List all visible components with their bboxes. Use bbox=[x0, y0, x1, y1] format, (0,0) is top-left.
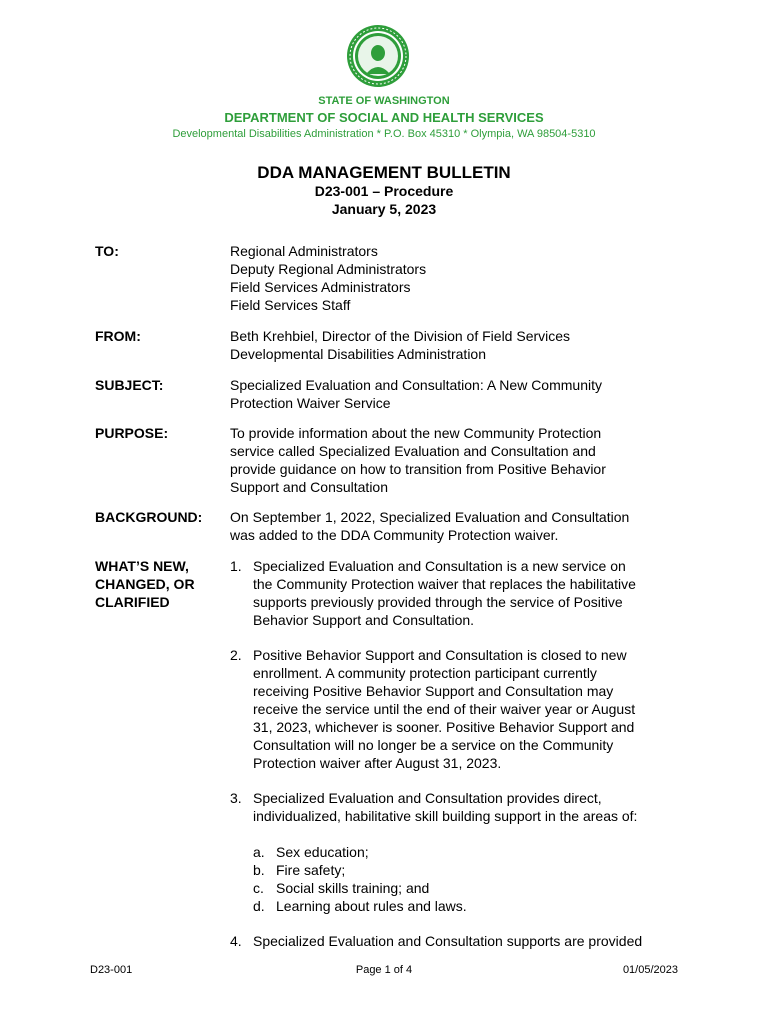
subject-label: SUBJECT: bbox=[95, 377, 164, 393]
bulletin-date: January 5, 2023 bbox=[331, 201, 437, 217]
footer-page-number: Page 1 of 4 bbox=[355, 964, 413, 976]
sub-list-letter: a. bbox=[253, 844, 265, 860]
list-item-line: supports previously provided through the service of Positive bbox=[253, 594, 623, 610]
purpose-line: Support and Consultation bbox=[230, 479, 388, 495]
subject-line: Specialized Evaluation and Consultation: A New Community bbox=[230, 377, 602, 393]
list-item-line: individualized, habilitative skill building support in the areas of: bbox=[253, 808, 638, 824]
list-item-number: 3. bbox=[230, 790, 242, 806]
background-line: On September 1, 2022, Specialized Evaluation and Consultation bbox=[230, 509, 630, 525]
list-item-line: the Community Protection waiver that replaces the habilitative bbox=[253, 576, 636, 592]
list-item-line: Consultation will no longer be a service on the Community bbox=[253, 737, 614, 753]
list-item-line: Behavior Support and Consultation. bbox=[253, 612, 475, 628]
sub-list-text: Sex education; bbox=[276, 844, 369, 860]
list-item-line: 31, 2023, whichever is sooner. Positive Behavior Support and bbox=[253, 719, 635, 735]
whats-new-label-line: CLARIFIED bbox=[95, 594, 170, 610]
list-item-line: Positive Behavior Support and Consultation is closed to new bbox=[253, 647, 627, 663]
subject-value bbox=[230, 376, 675, 412]
sub-list-letter: c. bbox=[253, 880, 264, 896]
sub-list-letter: d. bbox=[253, 898, 265, 914]
sub-list-item bbox=[253, 843, 369, 861]
list-item-line: Specialized Evaluation and Consultation is a new service on bbox=[253, 558, 626, 574]
purpose-value bbox=[230, 424, 675, 496]
list-item-line: enrollment. A community protection participant currently bbox=[253, 665, 597, 681]
bulletin-number: D23-001 – Procedure bbox=[314, 183, 454, 199]
sub-list-item bbox=[253, 861, 345, 879]
sub-list-item bbox=[253, 879, 429, 897]
footer-date: 01/05/2023 bbox=[622, 964, 678, 976]
sub-list-item bbox=[253, 897, 467, 915]
sub-list-letter: b. bbox=[253, 862, 265, 878]
background-value bbox=[230, 508, 675, 544]
department-address: Developmental Disabilities Administration * P.O. Box 45310 * Olympia, WA 98504-5310 bbox=[172, 128, 596, 140]
to-line: Regional Administrators bbox=[230, 243, 378, 259]
subject-line: Protection Waiver Service bbox=[230, 395, 391, 411]
list-item-line: Protection waiver after August 31, 2023. bbox=[253, 755, 502, 771]
whats-new-label-line: WHAT’S NEW, bbox=[95, 558, 189, 574]
purpose-label: PURPOSE: bbox=[95, 425, 169, 441]
list-item-number: 1. bbox=[230, 558, 242, 574]
bulletin-title: DDA MANAGEMENT BULLETIN bbox=[257, 163, 511, 182]
from-line: Developmental Disabilities Administration bbox=[230, 346, 487, 362]
whats-new-label-line: CHANGED, OR bbox=[95, 576, 195, 592]
background-label: BACKGROUND: bbox=[95, 509, 203, 525]
list-item-number: 2. bbox=[230, 647, 242, 663]
list-item-number: 4. bbox=[230, 933, 242, 949]
background-line: was added to the DDA Community Protection waiver. bbox=[230, 527, 559, 543]
from-value bbox=[230, 327, 675, 363]
state-name: STATE OF WASHINGTON bbox=[318, 95, 450, 107]
list-item-line: receiving Positive Behavior Support and Consultation may bbox=[253, 683, 614, 699]
purpose-line: service called Specialized Evaluation and Consultation and bbox=[230, 443, 596, 459]
purpose-line: provide guidance on how to transition from Positive Behavior bbox=[230, 461, 606, 477]
whats-new-label bbox=[95, 557, 225, 611]
from-label: FROM: bbox=[95, 328, 141, 344]
purpose-line: To provide information about the new Community Protection bbox=[230, 425, 602, 441]
to-line: Deputy Regional Administrators bbox=[230, 261, 427, 277]
to-value bbox=[230, 242, 675, 314]
state-seal-logo bbox=[346, 24, 410, 88]
from-line: Beth Krehbiel, Director of the Division of Field Services bbox=[230, 328, 571, 344]
to-line: Field Services Staff bbox=[230, 297, 351, 313]
list-item-line: Specialized Evaluation and Consultation supports are provided bbox=[253, 933, 643, 949]
department-name: DEPARTMENT OF SOCIAL AND HEALTH SERVICES bbox=[224, 110, 544, 125]
sub-list-text: Learning about rules and laws. bbox=[276, 898, 467, 914]
list-item-line: receive the service until the end of their waiver year or August bbox=[253, 701, 636, 717]
list-item-line: Specialized Evaluation and Consultation provides direct, bbox=[253, 790, 602, 806]
sub-list-text: Fire safety; bbox=[276, 862, 346, 878]
sub-list-text: Social skills training; and bbox=[276, 880, 430, 896]
footer-bulletin-number: D23-001 bbox=[90, 964, 133, 976]
to-line: Field Services Administrators bbox=[230, 279, 411, 295]
to-label: TO: bbox=[95, 243, 119, 259]
